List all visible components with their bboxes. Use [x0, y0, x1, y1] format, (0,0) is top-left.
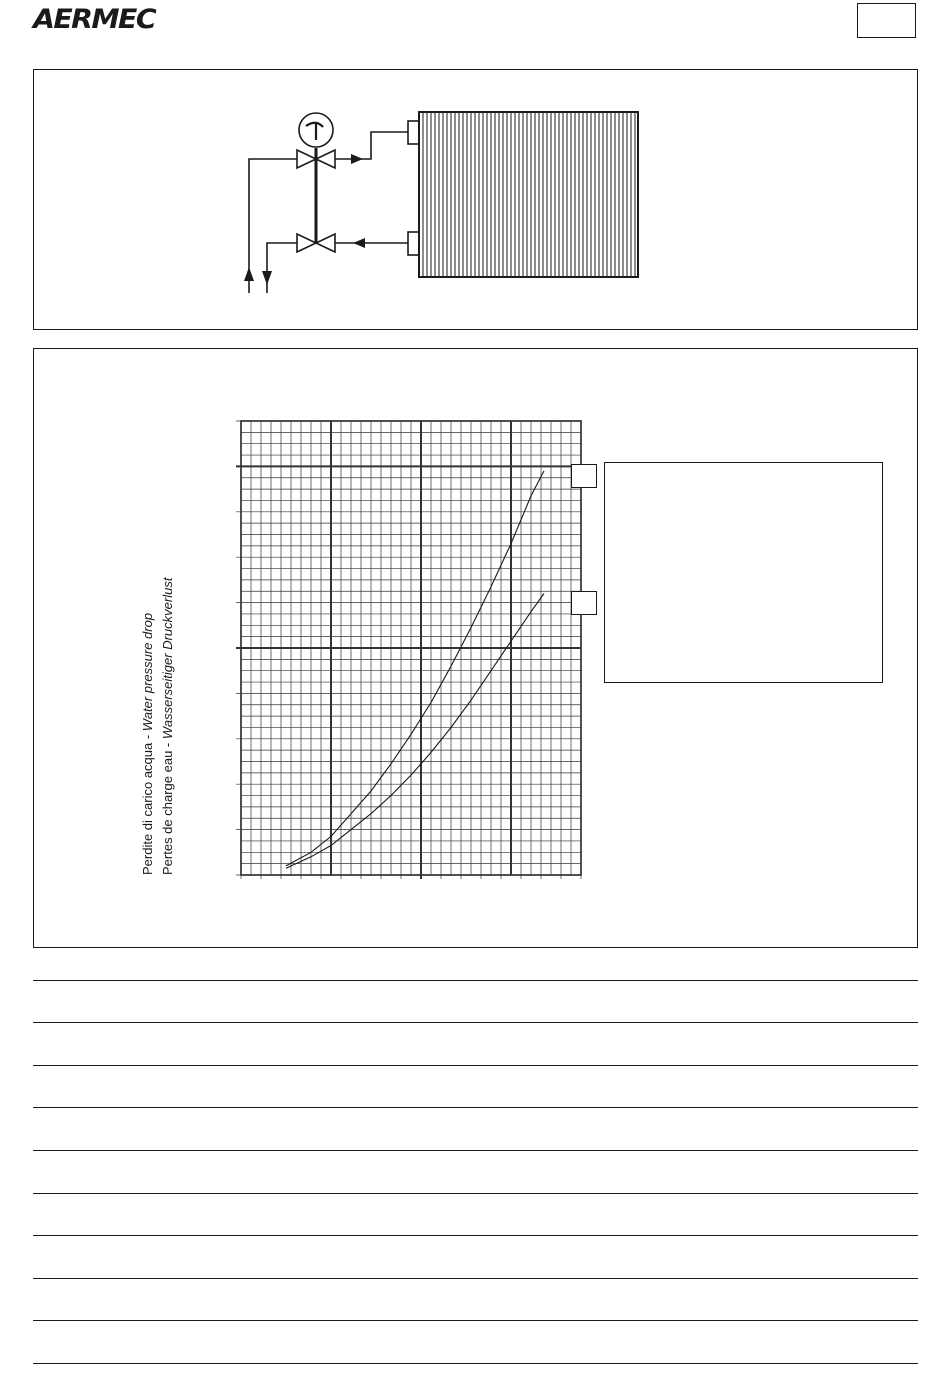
- table-row-rule: [33, 1193, 918, 1194]
- table-row-rule: [33, 1363, 918, 1364]
- table-row-rule: [33, 1278, 918, 1279]
- chart-grid: [236, 421, 581, 879]
- table-row-rule: [33, 980, 918, 981]
- table-row-rule: [33, 1022, 918, 1023]
- y-axis-label-line2: Pertes de charge eau - Wasserseitiger Druckverlust: [160, 577, 175, 875]
- curve-tag-lower: [571, 591, 597, 615]
- aermec-logo: AERMEC: [33, 4, 156, 35]
- chart-curves: [286, 471, 544, 868]
- y-axis-label-line1: Perdite di carico acqua - Water pressure drop: [140, 612, 155, 875]
- pressure-drop-curve-2: [286, 594, 544, 869]
- table-row-rule: [33, 1235, 918, 1236]
- curve-tag-upper: [571, 464, 597, 488]
- table-row-rule: [33, 1320, 918, 1321]
- y-axis-label: [138, 578, 178, 875]
- table-row-rule: [33, 1150, 918, 1151]
- legend-box: [604, 462, 883, 683]
- table-row-rule: [33, 1065, 918, 1066]
- table-row-rule: [33, 1107, 918, 1108]
